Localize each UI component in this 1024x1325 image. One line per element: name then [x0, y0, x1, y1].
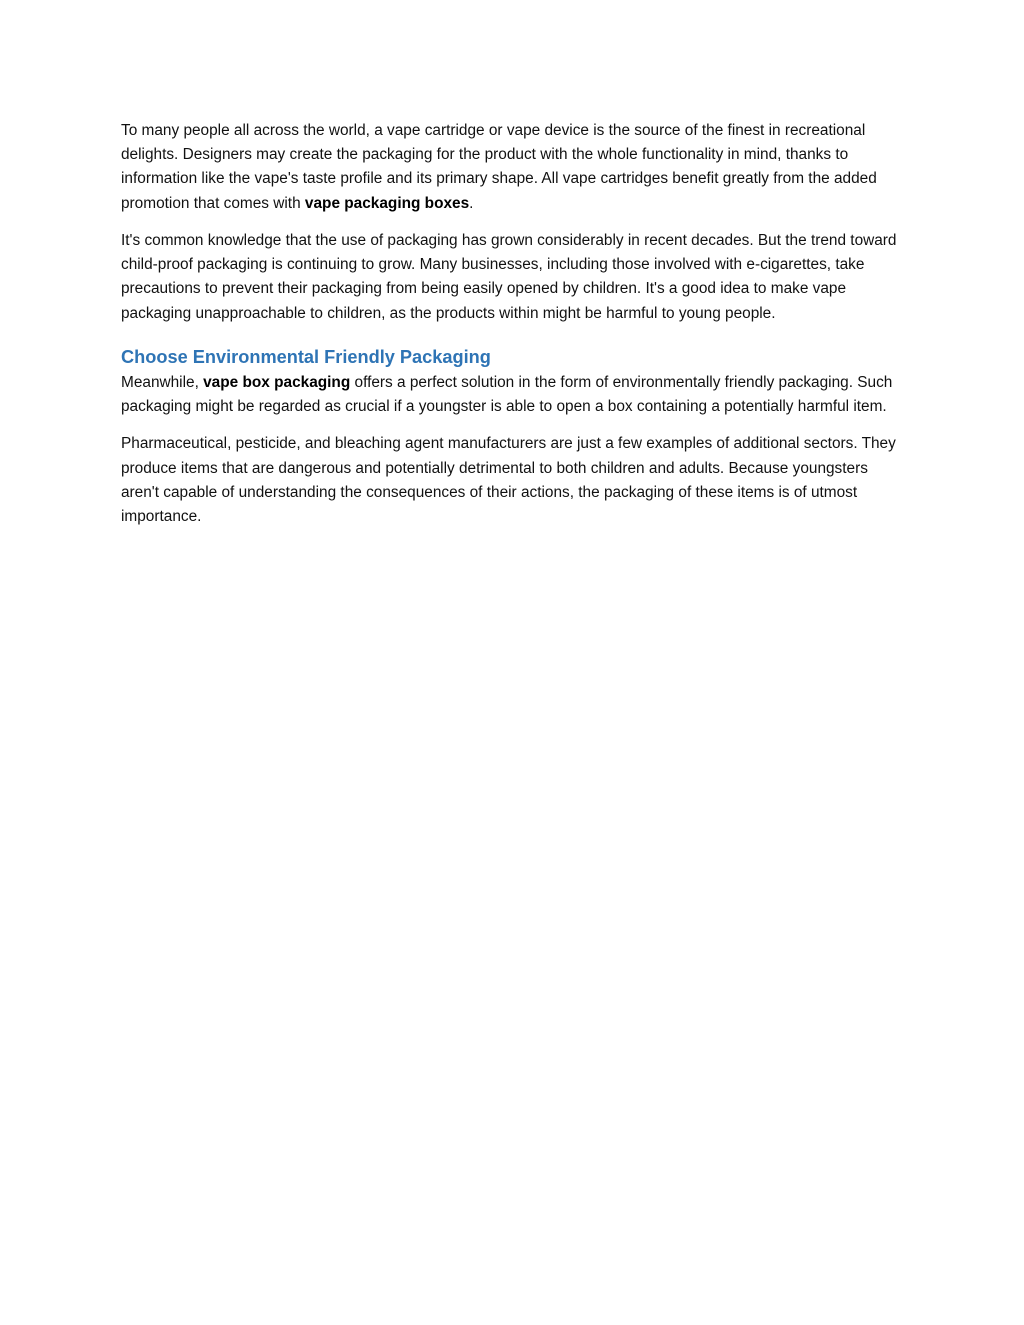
- intro-paragraph: [121, 119, 905, 216]
- intro-paragraph-end: .: [469, 194, 474, 212]
- vape-packaging-boxes-emphasis: vape packaging boxes: [304, 194, 470, 212]
- eco-packaging-paragraph: [121, 371, 905, 419]
- eco-paragraph-start: Meanwhile,: [121, 373, 204, 391]
- document-body: [121, 119, 905, 542]
- intro-paragraph-text: To many people all across the world, a vape cartridge or vape device is the source of the finest in recreational delights. Designers may create the packaging for the product with the whole functionality in mind, thanks to information like the vape's taste profile and its primary shape. All vape cartridges benefit greatly from the added promotion that comes with: [121, 122, 877, 212]
- other-sectors-paragraph: Pharmaceutical, pesticide, and bleaching agent manufacturers are just a few examples of additional sectors. They produce items that are dangerous and potentially detrimental to both children and adults. Because youngsters aren't capable of understanding the consequences of their actions, the packaging of these items is of utmost importance.: [121, 435, 896, 526]
- vape-box-packaging-emphasis: vape box packaging: [203, 373, 351, 391]
- section-heading: Choose Environmental Friendly Packaging: [121, 346, 491, 367]
- child-proof-paragraph: It's common knowledge that the use of packaging has grown considerably in recent decades. But the trend toward child-proof packaging is continuing to grow. Many businesses, including those involved with e-cigarettes, take precautions to prevent their packaging from being easily opened by children. It's a good idea to make vape packaging unapproachable to children, as the products within might be harmful to young people.: [121, 232, 897, 322]
- eco-paragraph-text: offers a perfect solution in the form of environmentally friendly packaging. Such packaging might be regarded as crucial if a youngster is able to open a box containing a potentially harmful item.: [121, 373, 893, 416]
